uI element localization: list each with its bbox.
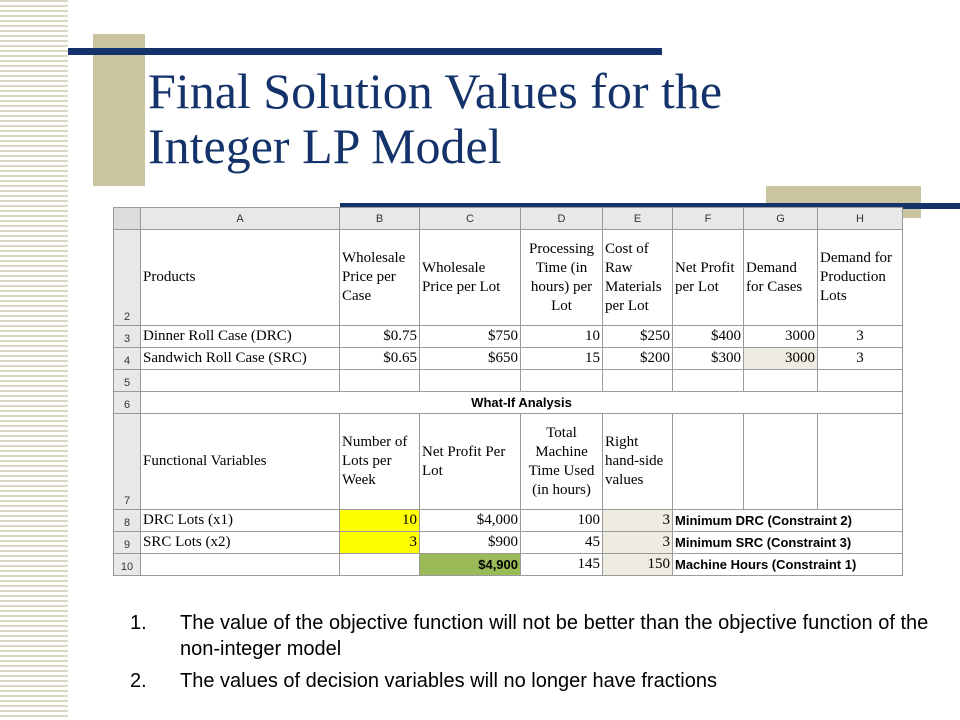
cell-d10[interactable]: 145	[521, 554, 603, 576]
cell-d3[interactable]: 10	[521, 326, 603, 348]
cell-d7[interactable]: Total Machine Time Used (in hours)	[521, 414, 603, 510]
title-accent-block	[93, 34, 145, 186]
cell-e4[interactable]: $200	[603, 348, 673, 370]
cell-c3[interactable]: $750	[420, 326, 521, 348]
constraint-label-2[interactable]: Minimum DRC (Constraint 2)	[673, 510, 903, 532]
list-number: 2.	[130, 670, 147, 692]
spreadsheet	[113, 207, 903, 576]
cell-c2[interactable]: Wholesale Price per Lot	[420, 230, 521, 326]
column-header-a[interactable]: A	[141, 208, 340, 230]
row-header[interactable]: 2	[114, 230, 141, 326]
cell-e7[interactable]: Right hand-side values	[603, 414, 673, 510]
table-row	[114, 392, 903, 414]
cell-h3[interactable]: 3	[818, 326, 903, 348]
cell-b5[interactable]	[340, 370, 420, 392]
cell-c7[interactable]: Net Profit Per Lot	[420, 414, 521, 510]
cell-c8[interactable]: $4,000	[420, 510, 521, 532]
cell-e5[interactable]	[603, 370, 673, 392]
table-row	[114, 554, 903, 576]
cell-g3[interactable]: 3000	[744, 326, 818, 348]
title-rule	[68, 48, 662, 55]
what-if-analysis-heading[interactable]: What-If Analysis	[141, 392, 903, 414]
cell-b4[interactable]: $0.65	[340, 348, 420, 370]
list-item	[130, 668, 930, 694]
column-header-d[interactable]: D	[521, 208, 603, 230]
cell-a4[interactable]: Sandwich Roll Case (SRC)	[141, 348, 340, 370]
cell-f4[interactable]: $300	[673, 348, 744, 370]
cell-a10[interactable]	[141, 554, 340, 576]
column-header-b[interactable]: B	[340, 208, 420, 230]
select-all-corner[interactable]	[114, 208, 141, 230]
list-text: The value of the objective function will not be better than the objective function of the non-integer model	[180, 612, 929, 660]
table-row	[114, 370, 903, 392]
cell-h5[interactable]	[818, 370, 903, 392]
table-row	[114, 348, 903, 370]
cell-d5[interactable]	[521, 370, 603, 392]
column-header-g[interactable]: G	[744, 208, 818, 230]
table-row	[114, 510, 903, 532]
cell-h2[interactable]: Demand for Production Lots	[818, 230, 903, 326]
row-header[interactable]: 4	[114, 348, 141, 370]
cell-e3[interactable]: $250	[603, 326, 673, 348]
row-header[interactable]: 6	[114, 392, 141, 414]
table-row	[114, 326, 903, 348]
cell-d4[interactable]: 15	[521, 348, 603, 370]
cell-e10[interactable]: 150	[603, 554, 673, 576]
cell-d8[interactable]: 100	[521, 510, 603, 532]
row-header[interactable]: 9	[114, 532, 141, 554]
list-item	[130, 610, 930, 662]
cell-b8[interactable]: 10	[340, 510, 420, 532]
cell-a7[interactable]: Functional Variables	[141, 414, 340, 510]
constraint-label-3[interactable]: Minimum SRC (Constraint 3)	[673, 532, 903, 554]
cell-a8[interactable]: DRC Lots (x1)	[141, 510, 340, 532]
cell-b9[interactable]: 3	[340, 532, 420, 554]
cell-a2[interactable]: Products	[141, 230, 340, 326]
table-row	[114, 532, 903, 554]
cell-b2[interactable]: Wholesale Price per Case	[340, 230, 420, 326]
cell-e8[interactable]: 3	[603, 510, 673, 532]
cell-d9[interactable]: 45	[521, 532, 603, 554]
row-header[interactable]: 3	[114, 326, 141, 348]
cell-f5[interactable]	[673, 370, 744, 392]
cell-a5[interactable]	[141, 370, 340, 392]
cell-g5[interactable]	[744, 370, 818, 392]
left-stripe-decoration	[0, 0, 68, 720]
row-header[interactable]: 7	[114, 414, 141, 510]
objective-total-cell[interactable]: $4,900	[420, 554, 521, 576]
cell-c9[interactable]: $900	[420, 532, 521, 554]
cell-f3[interactable]: $400	[673, 326, 744, 348]
cell-e2[interactable]: Cost of Raw Materials per Lot	[603, 230, 673, 326]
cell-h7[interactable]	[818, 414, 903, 510]
cell-h4[interactable]: 3	[818, 348, 903, 370]
cell-f7[interactable]	[673, 414, 744, 510]
constraint-label-1[interactable]: Machine Hours (Constraint 1)	[673, 554, 903, 576]
column-header-c[interactable]: C	[420, 208, 521, 230]
cell-g4[interactable]: 3000	[744, 348, 818, 370]
table-row	[114, 414, 903, 510]
column-header-f[interactable]: F	[673, 208, 744, 230]
list-text: The values of decision variables will no longer have fractions	[180, 670, 717, 692]
cell-f2[interactable]: Net Profit per Lot	[673, 230, 744, 326]
slide-title: Final Solution Values for the Integer LP Model	[148, 63, 723, 174]
table-row	[114, 230, 903, 326]
column-header-e[interactable]: E	[603, 208, 673, 230]
column-header-row	[114, 208, 903, 230]
cell-g7[interactable]	[744, 414, 818, 510]
list-number: 1.	[130, 612, 147, 634]
cell-d2[interactable]: Processing Time (in hours) per Lot	[521, 230, 603, 326]
cell-g2[interactable]: Demand for Cases	[744, 230, 818, 326]
row-header[interactable]: 5	[114, 370, 141, 392]
notes-list	[130, 610, 930, 700]
cell-c5[interactable]	[420, 370, 521, 392]
cell-b10[interactable]	[340, 554, 420, 576]
cell-b3[interactable]: $0.75	[340, 326, 420, 348]
cell-a3[interactable]: Dinner Roll Case (DRC)	[141, 326, 340, 348]
column-header-h[interactable]: H	[818, 208, 903, 230]
cell-a9[interactable]: SRC Lots (x2)	[141, 532, 340, 554]
row-header[interactable]: 8	[114, 510, 141, 532]
cell-e9[interactable]: 3	[603, 532, 673, 554]
cell-c4[interactable]: $650	[420, 348, 521, 370]
row-header[interactable]: 10	[114, 554, 141, 576]
cell-b7[interactable]: Number of Lots per Week	[340, 414, 420, 510]
